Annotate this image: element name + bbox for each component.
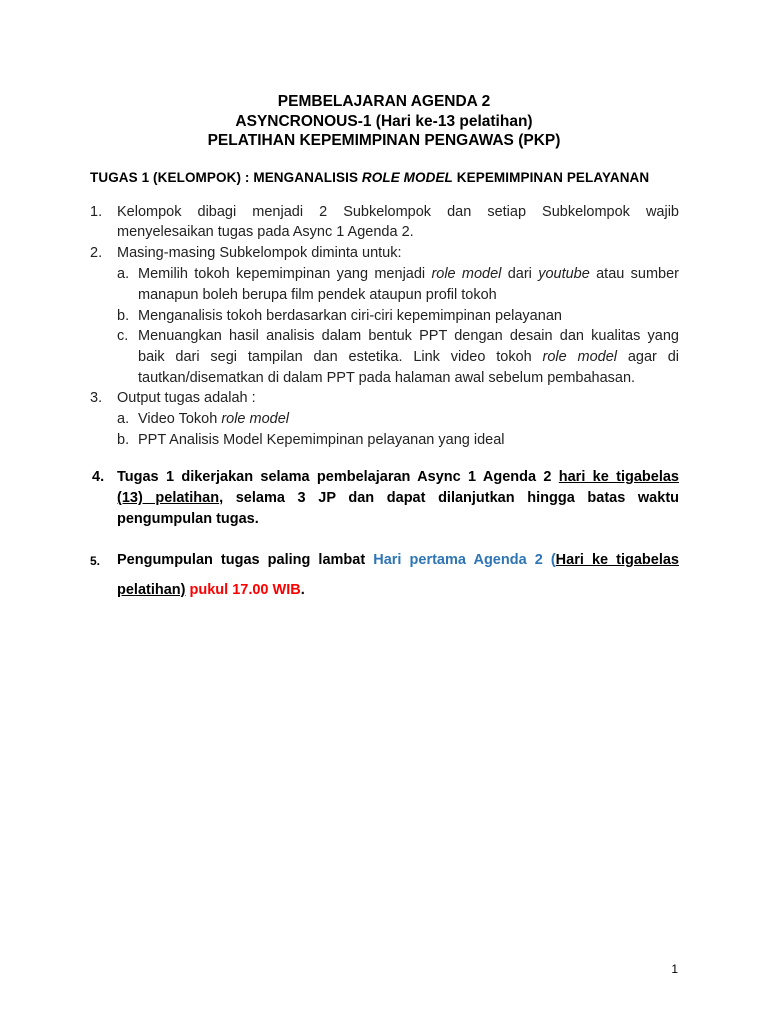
item-5-line-2: pelatihan) pukul 17.00 WIB. (117, 582, 305, 598)
item-2b-text: Menganalisis tokoh berdasarkan ciri-ciri kepemimpinan pelayanan (138, 308, 562, 324)
header-line-1: PEMBELAJARAN AGENDA 2 (277, 93, 491, 110)
item-2b-letter: b. (117, 308, 130, 324)
item-3-text: Output tugas adalah : (117, 390, 256, 406)
document-header (0, 92, 768, 151)
item-1-line-1: Kelompok dibagi menjadi 2 Subkelompok dan setiap Subkelompok wajib (117, 204, 679, 220)
item-2a-line-2: manapun boleh berupa film pendek ataupun profil tokoh (138, 287, 497, 303)
item-2a-line-1: Memilih tokoh kepemimpinan yang menjadi role model dari youtube atau sumber (138, 266, 679, 282)
item-2c-letter: c. (117, 328, 129, 344)
item-3-number: 3. (90, 390, 103, 406)
item-4-line-3: pengumpulan tugas. (117, 511, 259, 527)
item-3b-letter: b. (117, 432, 130, 448)
item-2a-letter: a. (117, 266, 130, 282)
item-2c-line-3: tautkan/disematkan di dalam PPT pada halaman awal sebelum pembahasan. (138, 370, 636, 386)
item-5-number: 5. (90, 554, 101, 568)
item-2c-line-2: baik dari segi tampilan dan estetika. Link video tokoh role model agar di (138, 349, 679, 365)
task-title: TUGAS 1 (KELOMPOK) : MENGANALISIS ROLE MODEL KEPEMIMPINAN PELAYANAN (90, 170, 650, 185)
page-number: 1 (671, 962, 678, 976)
header-line-3: PELATIHAN KEPEMIMPINAN PENGAWAS (PKP) (207, 132, 561, 149)
item-4-line-1: Tugas 1 dikerjakan selama pembelajaran Async 1 Agenda 2 hari ke tigabelas (117, 469, 679, 485)
item-2-number: 2. (90, 245, 103, 261)
item-2c-line-1: Menuangkan hasil analisis dalam bentuk PPT dengan desain dan kualitas yang (138, 328, 679, 344)
item-3b-text: PPT Analisis Model Kepemimpinan pelayanan yang ideal (138, 432, 505, 448)
item-1-line-2: menyelesaikan tugas pada Async 1 Agenda 2. (117, 224, 414, 240)
item-2-text: Masing-masing Subkelompok diminta untuk: (117, 245, 402, 261)
item-4-number: 4. (92, 469, 105, 485)
item-3a-text: Video Tokoh role model (138, 411, 290, 427)
header-line-2: ASYNCRONOUS-1 (Hari ke-13 pelatihan) (235, 112, 533, 130)
item-3a-letter: a. (117, 411, 130, 427)
item-5-line-1: Pengumpulan tugas paling lambat Hari pertama Agenda 2 (Hari ke tigabelas (117, 552, 679, 568)
item-4-line-2: (13) pelatihan, selama 3 JP dan dapat dilanjutkan hingga batas waktu (117, 490, 680, 506)
item-1-number: 1. (90, 204, 103, 220)
